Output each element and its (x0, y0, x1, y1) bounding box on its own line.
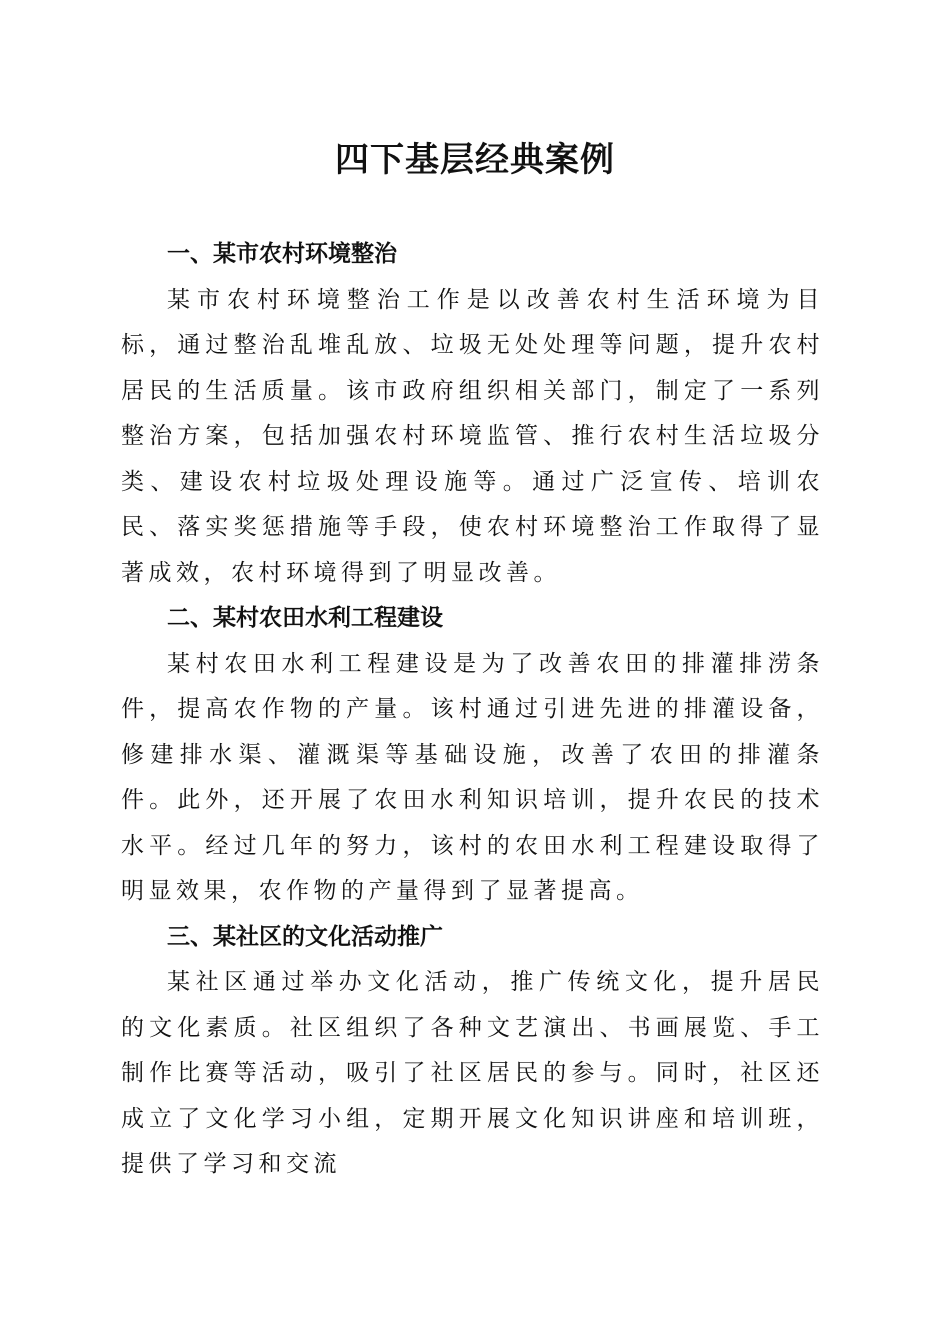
section-rural-environment (121, 232, 824, 596)
section-paragraph: 某社区通过举办文化活动，推广传统文化，提升居民的文化素质。社区组织了各种文艺演出、书画展览、手工制作比赛等活动，吸引了社区居民的参与。同时，社区还成立了文化学习小组，定期开展文化知识讲座和培训班，提供了学习和交流 (121, 969, 824, 1177)
section-paragraph: 某村农田水利工程建设是为了改善农田的排灌排涝条件，提高农作物的产量。该村通过引进先进的排灌设备，修建排水渠、灌溉渠等基础设施，改善了农田的排灌条件。此外，还开展了农田水利知识培训，提升农民的技术水平。经过几年的努力，该村的农田水利工程建设取得了明显效果，农作物的产量得到了显著提高。 (121, 650, 824, 904)
document-body (121, 232, 824, 1188)
section-heading: 一、某市农村环境整治 (167, 241, 397, 267)
section-heading: 三、某社区的文化活动推广 (167, 923, 443, 950)
section-community-culture (121, 915, 824, 1188)
page-title: 四下基层经典案例 (335, 140, 615, 180)
section-farmland-irrigation (121, 596, 824, 915)
section-heading: 二、某村农田水利工程建设 (167, 605, 443, 631)
section-paragraph: 某市农村环境整治工作是以改善农村生活环境为目标，通过整治乱堆乱放、垃圾无处处理等问题，提升农村居民的生活质量。该市政府组织相关部门，制定了一系列整治方案，包括加强农村环境监管、推行农村生活垃圾分类、建设农村垃圾处理设施等。通过广泛宣传、培训农民、落实奖惩措施等手段，使农村环境整治工作取得了显著成效，农村环境得到了明显改善。 (121, 286, 824, 586)
